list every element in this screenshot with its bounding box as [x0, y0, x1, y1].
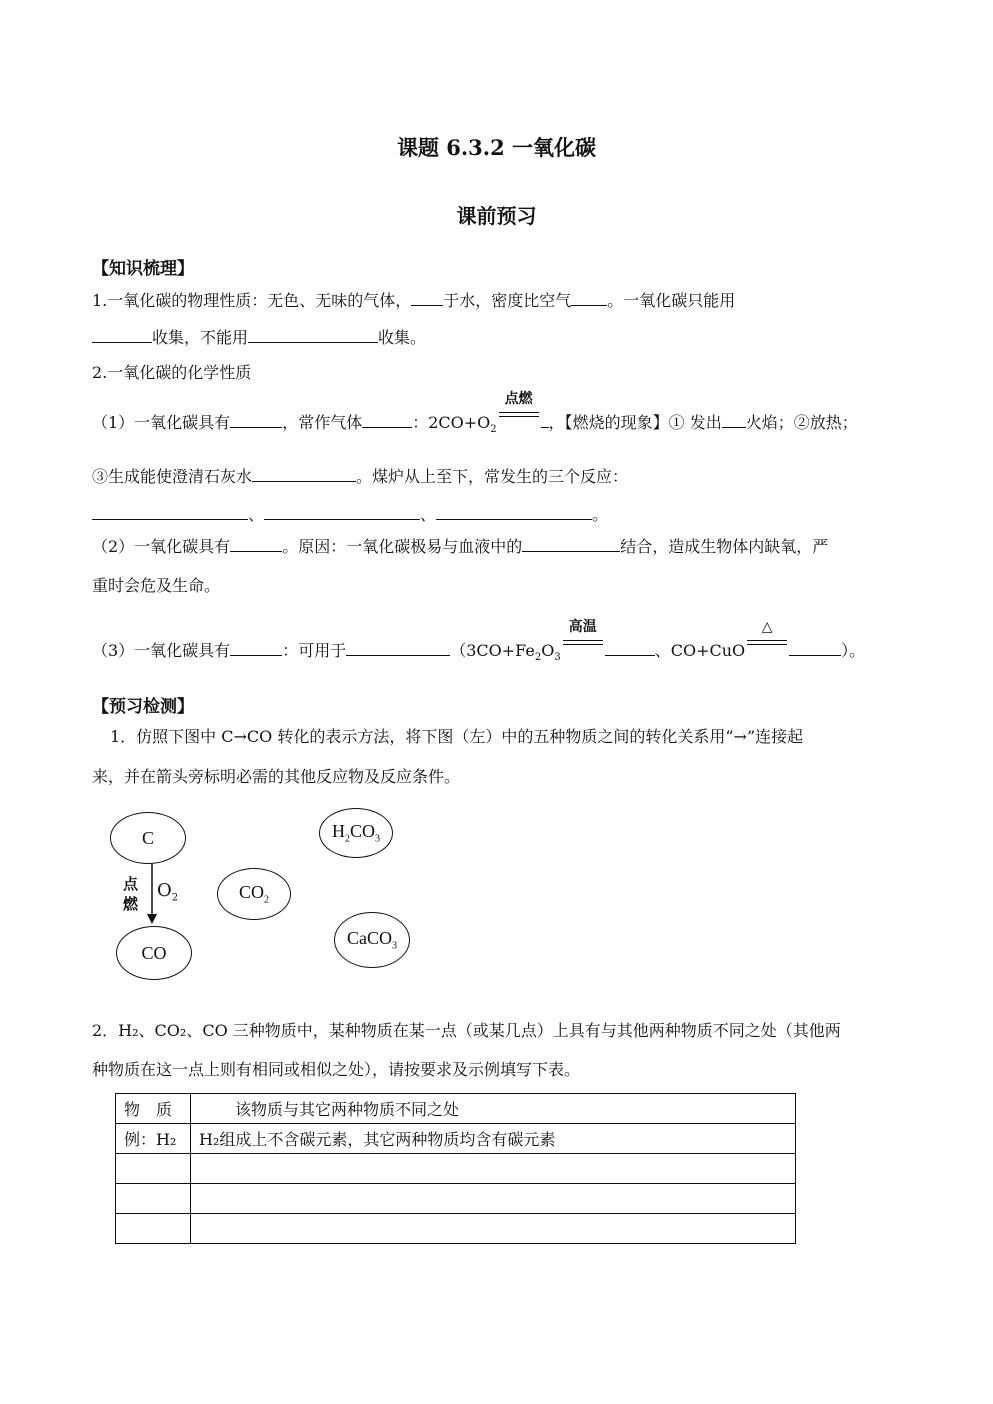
separator: 、 [420, 505, 437, 524]
question-1-line-2: 来，并在箭头旁标明必需的其他反应物及反应条件。 [92, 767, 461, 786]
node-label: CO [349, 821, 375, 842]
arrow-condition [123, 874, 138, 914]
fill-blank[interactable] [789, 639, 841, 656]
node-label: CO [141, 942, 167, 963]
difference-cell[interactable] [191, 1154, 796, 1184]
separator: 。 [592, 505, 609, 524]
subscript: 2 [344, 833, 350, 845]
subscript: 2 [490, 424, 497, 436]
text-fragment: 。原因：一氧化碳极易与血液中的 [282, 537, 523, 556]
fill-blank[interactable] [411, 289, 443, 306]
substance-cell[interactable] [116, 1154, 191, 1184]
fill-blank[interactable] [248, 326, 378, 343]
node-label: H [331, 821, 345, 842]
fill-blank[interactable] [522, 535, 620, 552]
text-fragment: 火焰；②放热； [745, 413, 858, 432]
example-label: 例：H₂ [116, 1124, 191, 1154]
node-label: CO [238, 882, 264, 903]
node-label: C [141, 827, 154, 848]
reaction-condition: 高温 [568, 619, 597, 635]
fill-blank[interactable] [230, 535, 282, 552]
knowledge-line-5 [92, 465, 628, 488]
header-substance: 物 质 [116, 1094, 191, 1124]
fill-blank[interactable] [541, 411, 549, 428]
subscript: 2 [264, 894, 269, 906]
fill-blank[interactable] [264, 503, 420, 520]
subscript: 2 [171, 892, 179, 904]
fill-blank[interactable] [92, 503, 248, 520]
substance-cell[interactable] [116, 1184, 191, 1214]
fill-blank[interactable] [605, 639, 655, 656]
table-row [116, 1184, 796, 1214]
table-row [116, 1214, 796, 1244]
subscript: 3 [375, 833, 380, 845]
header-difference: 该物质与其它两种物质不同之处 [191, 1094, 796, 1124]
section-knowledge-heading: 【知识梳理】 [92, 259, 194, 279]
fill-blank[interactable] [230, 639, 282, 656]
knowledge-line-1 [92, 289, 735, 312]
reaction-arrow [745, 619, 789, 656]
text-fragment: 1.一氧化碳的物理性质：无色、无味的气体， [92, 291, 412, 310]
equation-fragment: O [541, 641, 555, 660]
text-fragment: ，常作气体 [282, 413, 363, 432]
knowledge-line-2 [92, 326, 426, 349]
knowledge-line-7 [92, 535, 828, 558]
fill-blank[interactable] [571, 289, 607, 306]
text-fragment: 收集，不能用 [152, 328, 249, 347]
text-fragment: ）。 [841, 641, 866, 660]
fill-blank[interactable] [362, 411, 412, 428]
arrow-reagent [157, 880, 178, 904]
equation-fragment: （3CO+Fe [450, 641, 535, 660]
subscript: 3 [554, 652, 561, 664]
substance-cell[interactable] [116, 1214, 191, 1244]
knowledge-line-3: 2.一氧化碳的化学性质 [92, 363, 252, 382]
section-preview-heading: 【预习检测】 [92, 697, 194, 717]
fill-blank[interactable] [92, 326, 152, 343]
question-2-line-1: 2．H₂、CO₂、CO 三种物质中，某种物质在某一点（或某几点）上具有与其他两种物质不同之处（其他两 [92, 1021, 841, 1040]
comparison-table [115, 1093, 796, 1244]
arrow-layer [105, 808, 425, 988]
separator: 、 [248, 505, 265, 524]
subscript: 2 [534, 652, 542, 664]
text-fragment: 结合，造成生物体内缺氧，严 [620, 537, 829, 556]
knowledge-line-8: 重时会危及生命。 [92, 576, 221, 595]
reagent-label: O [157, 880, 172, 901]
text-fragment: （3）一氧化碳具有 [92, 641, 231, 660]
table-row [116, 1124, 796, 1154]
page-title: 课题 6.3.2 一氧化碳 [396, 135, 597, 160]
fill-blank[interactable] [252, 465, 356, 482]
knowledge-line-4 [92, 391, 858, 441]
arrow-head-icon [147, 914, 157, 924]
fill-blank[interactable] [230, 411, 282, 428]
difference-cell[interactable] [191, 1184, 796, 1214]
text-fragment: （1）一氧化碳具有 [92, 413, 231, 432]
question-1-line-1: 1．仿照下图中 C→CO 转化的表示方法，将下图（左）中的五种物质之间的转化关系用“→”连接起 [110, 727, 804, 746]
reaction-arrow [561, 619, 605, 656]
text-fragment: 收集。 [378, 328, 427, 347]
text-fragment: ③生成能使澄清石灰水 [92, 467, 253, 486]
question-2-line-2: 种物质在这一点上则有相同或相似之处），请按要求及示例填写下表。 [92, 1060, 581, 1079]
condition-char: 燃 [123, 895, 139, 913]
equation-fragment: ：2CO+O [412, 413, 491, 432]
fill-blank[interactable] [722, 411, 746, 428]
example-text: H₂组成上不含碳元素，其它两种物质均含有碳元素 [191, 1124, 796, 1154]
conversion-diagram [105, 808, 425, 988]
text-fragment: （2）一氧化碳具有 [92, 537, 231, 556]
subscript: 3 [392, 940, 397, 952]
reaction-condition: △ [761, 619, 773, 635]
fill-blank[interactable] [436, 503, 592, 520]
page-subtitle: 课前预习 [456, 204, 537, 228]
equation-fragment: 、CO+CuO [654, 641, 746, 660]
text-fragment: ：可用于 [282, 641, 347, 660]
text-fragment: ，【燃烧的现象】① 发出 [548, 413, 722, 432]
difference-cell[interactable] [191, 1214, 796, 1244]
text-fragment: 。一氧化碳只能用 [607, 291, 736, 310]
text-fragment: 于水，密度比空气 [443, 291, 572, 310]
knowledge-line-6 [92, 503, 608, 526]
knowledge-line-9 [92, 619, 866, 669]
fill-blank[interactable] [346, 639, 450, 656]
condition-char: 点 [123, 875, 139, 893]
reaction-arrow [497, 391, 541, 428]
table-row [116, 1154, 796, 1184]
text-fragment: 。煤炉从上至下，常发生的三个反应： [356, 467, 629, 486]
reaction-condition: 点燃 [504, 391, 533, 407]
table-header-row [116, 1094, 796, 1124]
node-label: CaCO [347, 928, 392, 949]
